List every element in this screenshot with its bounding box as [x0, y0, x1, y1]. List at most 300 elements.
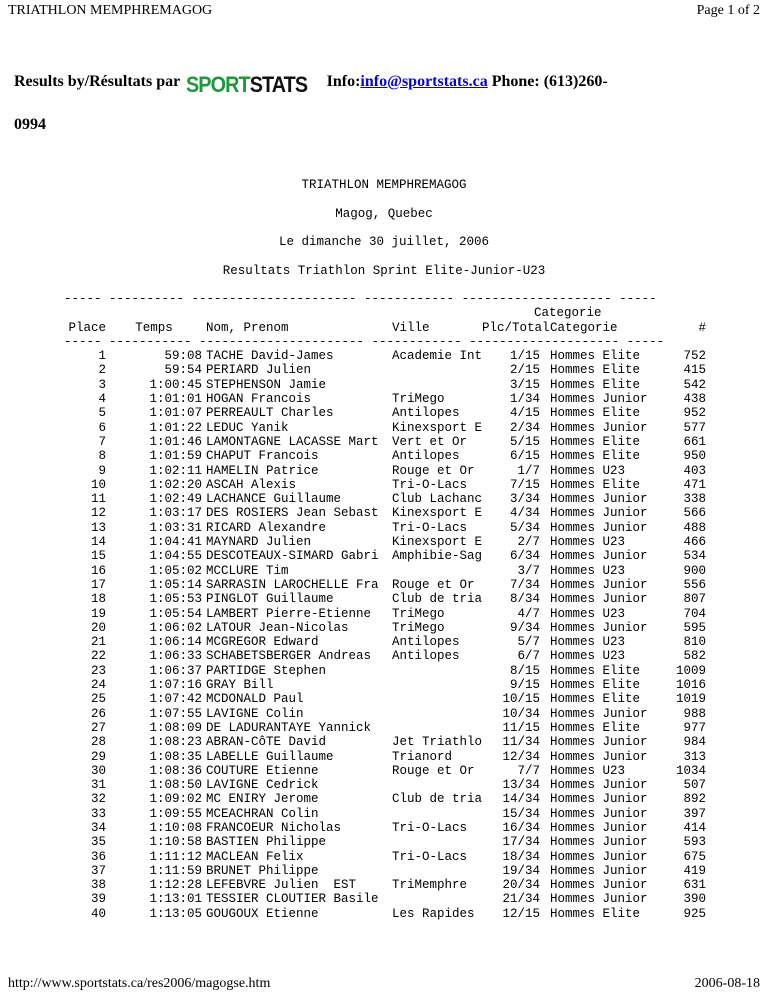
cell-city: Trianord	[392, 749, 453, 764]
cell-city: TriMego	[392, 392, 445, 407]
header-city: Ville	[392, 320, 430, 335]
cell-num: 313	[683, 749, 706, 764]
cell-place: 21	[90, 635, 106, 650]
cell-name: LACHANCE Guillaume	[206, 492, 342, 507]
cell-time: 1:01:07	[149, 406, 202, 421]
table-row	[64, 478, 706, 492]
cell-place: 35	[90, 835, 106, 850]
cell-time: 1:10:08	[149, 820, 202, 835]
cell-name: COUTURE Etienne	[206, 763, 319, 778]
cell-city: Kinexsport E	[392, 420, 482, 435]
cell-plc: 9/15	[509, 678, 540, 693]
cell-name: MCDONALD Paul	[206, 692, 304, 707]
cell-place: 22	[90, 649, 106, 664]
cell-place: 10	[90, 477, 106, 492]
cell-num: 542	[683, 377, 706, 392]
cell-city: Tri-O-Lacs	[392, 520, 468, 535]
table-row	[64, 835, 706, 849]
cell-city: Antilopes	[392, 649, 460, 664]
cell-place: 12	[90, 506, 106, 521]
cell-place: 25	[90, 692, 106, 707]
results-table	[64, 292, 706, 921]
cell-plc: 6/15	[509, 449, 540, 464]
cell-cat: Hommes Junior	[550, 492, 648, 507]
cell-place: 26	[90, 706, 106, 721]
cell-plc: 12/15	[502, 906, 540, 921]
cell-time: 1:04:55	[149, 549, 202, 564]
header-cat: Categorie	[550, 320, 618, 335]
cell-num: 631	[683, 878, 706, 893]
cell-cat: Hommes U23	[550, 463, 626, 478]
cell-time: 1:11:12	[149, 849, 202, 864]
cell-cat: Hommes Junior	[550, 778, 648, 793]
cell-city: Academie Int	[392, 349, 482, 364]
cell-city	[392, 721, 482, 735]
cell-name: MCGREGOR Edward	[206, 635, 319, 650]
cell-plc: 4/7	[517, 606, 540, 621]
cell-cat: Hommes Elite	[550, 363, 641, 378]
table-row	[64, 778, 706, 792]
cell-city: Rouge et Or	[392, 463, 475, 478]
cell-name: LAVIGNE Colin	[206, 706, 304, 721]
cell-num: 419	[683, 863, 706, 878]
cell-cat: Hommes Elite	[550, 906, 641, 921]
cell-num: 582	[683, 649, 706, 664]
cell-place: 38	[90, 878, 106, 893]
cell-name: SARRASIN LAROCHELLE Fra	[206, 577, 379, 592]
cell-num: 892	[683, 792, 706, 807]
cell-time: 1:13:05	[149, 906, 202, 921]
cell-plc: 7/15	[509, 477, 540, 492]
cell-plc: 8/34	[509, 592, 540, 607]
cell-place: 32	[90, 792, 106, 807]
cell-cat: Hommes U23	[550, 535, 626, 550]
cell-cat: Hommes U23	[550, 563, 626, 578]
table-row	[64, 621, 706, 635]
table-row	[64, 449, 706, 463]
cell-name: STEPHENSON Jamie	[206, 377, 327, 392]
cell-place: 39	[90, 892, 106, 907]
cell-time: 1:08:50	[149, 778, 202, 793]
cell-time: 1:10:58	[149, 835, 202, 850]
table-row	[64, 506, 706, 520]
cell-city	[392, 807, 482, 821]
cell-time: 1:05:14	[149, 577, 202, 592]
cell-city: Amphibie-Sag	[392, 549, 482, 564]
cell-plc: 2/7	[517, 535, 540, 550]
cell-plc: 3/34	[509, 492, 540, 507]
cell-cat: Hommes Junior	[550, 849, 648, 864]
cell-plc: 7/34	[509, 577, 540, 592]
cell-name: HOGAN Francois	[206, 392, 312, 407]
cell-name: LEFEBVRE Julien EST	[206, 878, 357, 893]
cell-time: 1:09:55	[149, 806, 202, 821]
cell-plc: 6/34	[509, 549, 540, 564]
cell-city: Kinexsport E	[392, 535, 482, 550]
cell-num: 556	[683, 577, 706, 592]
event-location: Magog, Quebec	[335, 207, 433, 221]
cell-num: 661	[683, 434, 706, 449]
cell-plc: 2/34	[509, 420, 540, 435]
phone-continuation: 0994	[14, 116, 46, 133]
cell-cat: Hommes Junior	[550, 820, 648, 835]
table-row	[64, 892, 706, 906]
cell-time: 1:06:02	[149, 620, 202, 635]
cell-plc: 4/34	[509, 506, 540, 521]
cell-city: Club Lachanc	[392, 492, 482, 507]
cell-num: 414	[683, 820, 706, 835]
table-row	[64, 764, 706, 778]
cell-cat: Hommes Elite	[550, 477, 641, 492]
cell-city	[392, 678, 482, 692]
cell-plc: 10/15	[502, 692, 540, 707]
cell-name: TESSIER CLOUTIER Basile	[206, 892, 379, 907]
cell-num: 925	[683, 906, 706, 921]
header-time: Temps	[135, 320, 173, 335]
cell-city: Antilopes	[392, 406, 460, 421]
cell-cat: Hommes Junior	[550, 620, 648, 635]
cell-name: GRAY Bill	[206, 678, 274, 693]
cell-name: LABELLE Guillaume	[206, 749, 334, 764]
cell-num: 952	[683, 406, 706, 421]
cell-num: 675	[683, 849, 706, 864]
cell-name: MACLEAN Felix	[206, 849, 304, 864]
cell-plc: 7/7	[517, 763, 540, 778]
cell-name: CHAPUT Francois	[206, 449, 319, 464]
cell-plc: 10/34	[502, 706, 540, 721]
print-header-page: Page 1 of 2	[696, 3, 760, 18]
cell-plc: 21/34	[502, 892, 540, 907]
cell-place: 16	[90, 563, 106, 578]
cell-name: ASCAH Alexis	[206, 477, 297, 492]
cell-city: TriMego	[392, 620, 445, 635]
cell-place: 13	[90, 520, 106, 535]
cell-num: 397	[683, 806, 706, 821]
cell-place: 9	[98, 463, 106, 478]
cell-plc: 1/15	[509, 349, 540, 364]
cell-time: 1:05:53	[149, 592, 202, 607]
cell-plc: 2/15	[509, 363, 540, 378]
cell-plc: 1/7	[517, 463, 540, 478]
cell-name: LAVIGNE Cedrick	[206, 778, 319, 793]
header-place: Place	[68, 320, 106, 335]
table-body	[64, 349, 706, 921]
cell-plc: 11/34	[502, 735, 540, 750]
cell-name: SCHABETSBERGER Andreas	[206, 649, 372, 664]
cell-plc: 14/34	[502, 792, 540, 807]
cell-place: 23	[90, 663, 106, 678]
table-row	[64, 821, 706, 835]
table-row	[64, 435, 706, 449]
table-row	[64, 607, 706, 621]
cell-num: 1019	[675, 692, 706, 707]
cell-time: 1:02:49	[149, 492, 202, 507]
cell-num: 593	[683, 835, 706, 850]
table-row	[64, 421, 706, 435]
cell-place: 14	[90, 535, 106, 550]
table-row	[64, 807, 706, 821]
table-row	[64, 635, 706, 649]
cell-num: 595	[683, 620, 706, 635]
cell-cat: Hommes Junior	[550, 549, 648, 564]
cell-plc: 5/34	[509, 520, 540, 535]
cell-cat: Hommes Elite	[550, 663, 641, 678]
cell-plc: 12/34	[502, 749, 540, 764]
cell-num: 338	[683, 492, 706, 507]
cell-time: 1:03:17	[149, 506, 202, 521]
table-row	[64, 721, 706, 735]
cell-plc: 8/15	[509, 663, 540, 678]
cell-city: Antilopes	[392, 635, 460, 650]
cell-place: 7	[98, 434, 106, 449]
cell-time: 1:01:46	[149, 434, 202, 449]
cell-num: 950	[683, 449, 706, 464]
cell-city: Rouge et Or	[392, 763, 475, 778]
cell-plc: 9/34	[509, 620, 540, 635]
cell-name: PERIARD Julien	[206, 363, 312, 378]
cell-place: 4	[98, 392, 106, 407]
cell-city	[392, 864, 482, 878]
cell-time: 1:06:37	[149, 663, 202, 678]
cell-time: 1:13:01	[149, 892, 202, 907]
cell-time: 1:07:55	[149, 706, 202, 721]
cell-city: Antilopes	[392, 449, 460, 464]
cell-time: 1:05:54	[149, 606, 202, 621]
cell-city	[392, 564, 482, 578]
cell-city: Club de tria	[392, 792, 482, 807]
cell-cat: Hommes Elite	[550, 678, 641, 693]
cell-place: 24	[90, 678, 106, 693]
cell-time: 1:07:42	[149, 692, 202, 707]
cell-plc: 20/34	[502, 878, 540, 893]
cell-cat: Hommes Elite	[550, 720, 641, 735]
table-row	[64, 649, 706, 663]
table-row	[64, 406, 706, 420]
cell-name: DESCOTEAUX-SIMARD Gabri	[206, 549, 379, 564]
table-row	[64, 864, 706, 878]
cell-time: 1:07:16	[149, 678, 202, 693]
table-row	[64, 707, 706, 721]
cell-cat: Hommes U23	[550, 649, 626, 664]
cell-plc: 3/7	[517, 563, 540, 578]
cell-place: 2	[98, 363, 106, 378]
cell-time: 1:00:45	[149, 377, 202, 392]
cell-cat: Hommes U23	[550, 763, 626, 778]
cell-name: LEDUC Yanik	[206, 420, 289, 435]
cell-num: 507	[683, 778, 706, 793]
cell-time: 1:04:41	[149, 535, 202, 550]
cell-city	[392, 692, 482, 706]
phone-label: Phone: (613)260-	[491, 73, 608, 90]
cell-place: 19	[90, 606, 106, 621]
cell-name: PERREAULT Charles	[206, 406, 334, 421]
cell-city	[392, 664, 482, 678]
cell-cat: Hommes Elite	[550, 406, 641, 421]
cell-place: 6	[98, 420, 106, 435]
cell-place: 31	[90, 778, 106, 793]
cell-time: 1:08:36	[149, 763, 202, 778]
cell-name: HAMELIN Patrice	[206, 463, 319, 478]
cell-cat: Hommes Elite	[550, 692, 641, 707]
table-row	[64, 878, 706, 892]
cell-cat: Hommes Elite	[550, 449, 641, 464]
cell-num: 807	[683, 592, 706, 607]
header-name: Nom, Prenom	[206, 320, 289, 335]
cell-cat: Hommes Junior	[550, 735, 648, 750]
results-label: Results by/Résultats par	[14, 73, 180, 90]
cell-place: 15	[90, 549, 106, 564]
cell-cat: Hommes U23	[550, 606, 626, 621]
cell-time: 1:02:11	[149, 463, 202, 478]
cell-city	[392, 892, 482, 906]
cell-plc: 3/15	[509, 377, 540, 392]
cell-cat: Hommes Junior	[550, 806, 648, 821]
cell-place: 11	[90, 492, 106, 507]
cell-time: 1:06:14	[149, 635, 202, 650]
cell-num: 1034	[675, 763, 706, 778]
cell-place: 34	[90, 820, 106, 835]
sportstats-logo: SPORTSTATS	[185, 72, 308, 97]
header-plc: Plc/Total	[482, 320, 550, 335]
info-email-link[interactable]: info@sportstats.ca	[360, 73, 488, 90]
cell-plc: 5/7	[517, 635, 540, 650]
cell-num: 403	[683, 463, 706, 478]
cell-time: 1:01:22	[149, 420, 202, 435]
cell-city	[392, 707, 482, 721]
cell-place: 37	[90, 863, 106, 878]
cell-num: 988	[683, 706, 706, 721]
cell-plc: 17/34	[502, 835, 540, 850]
cell-num: 1009	[675, 663, 706, 678]
table-row	[64, 750, 706, 764]
table-row	[64, 792, 706, 806]
cell-time: 1:08:09	[149, 720, 202, 735]
cell-city	[392, 378, 482, 392]
cell-place: 27	[90, 720, 106, 735]
cell-num: 1016	[675, 678, 706, 693]
cell-city: Club de tria	[392, 592, 482, 607]
table-row	[64, 392, 706, 406]
cell-cat: Hommes Elite	[550, 349, 641, 364]
table-row	[64, 492, 706, 506]
cell-time: 1:08:35	[149, 749, 202, 764]
cell-name: ABRAN-CôTE David	[206, 735, 327, 750]
cell-cat: Hommes Junior	[550, 506, 648, 521]
cell-num: 534	[683, 549, 706, 564]
cell-cat: Hommes Elite	[550, 434, 641, 449]
cell-place: 40	[90, 906, 106, 921]
cell-cat: Hommes Junior	[550, 863, 648, 878]
cell-plc: 1/34	[509, 392, 540, 407]
table-row	[64, 378, 706, 392]
cell-name: PINGLOT Guillaume	[206, 592, 334, 607]
table-row	[64, 678, 706, 692]
cell-city: Vert et Or	[392, 434, 468, 449]
cell-cat: Hommes Junior	[550, 592, 648, 607]
cell-num: 752	[683, 349, 706, 364]
cell-place: 17	[90, 577, 106, 592]
event-date: Le dimanche 30 juillet, 2006	[278, 235, 490, 249]
table-row	[64, 578, 706, 592]
cell-place: 8	[98, 449, 106, 464]
print-header-title: TRIATHLON MEMPHREMAGOG	[8, 3, 213, 18]
cell-time: 1:05:02	[149, 563, 202, 578]
table-row	[64, 735, 706, 749]
cell-name: MAYNARD Julien	[206, 535, 312, 550]
cell-time: 1:06:33	[149, 649, 202, 664]
cell-place: 18	[90, 592, 106, 607]
cell-plc: 19/34	[502, 863, 540, 878]
cell-cat: Hommes Junior	[550, 706, 648, 721]
cell-name: BASTIEN Philippe	[206, 835, 327, 850]
cell-num: 390	[683, 892, 706, 907]
cell-place: 33	[90, 806, 106, 821]
cell-name: LAMONTAGNE LACASSE Mart	[206, 434, 379, 449]
table-row	[64, 349, 706, 363]
cell-city	[392, 363, 482, 377]
cell-name: PARTIDGE Stephen	[206, 663, 327, 678]
cell-place: 20	[90, 620, 106, 635]
cell-city: Tri-O-Lacs	[392, 820, 468, 835]
cell-city: Rouge et Or	[392, 577, 475, 592]
cell-place: 36	[90, 849, 106, 864]
cell-num: 704	[683, 606, 706, 621]
table-rule-top: ----- ---------- ---------------------- ------------ -------------------- -----	[64, 292, 657, 306]
cell-time: 1:12:28	[149, 878, 202, 893]
cell-plc: 16/34	[502, 820, 540, 835]
header-categorie-top: Categorie	[534, 306, 602, 321]
cell-place: 29	[90, 749, 106, 764]
table-header-cat	[64, 306, 706, 320]
event-race: Resultats Triathlon Sprint Elite-Junior-U23	[222, 264, 546, 278]
cell-name: MCEACHRAN Colin	[206, 806, 319, 821]
cell-plc: 13/34	[502, 778, 540, 793]
table-row	[64, 363, 706, 377]
table-row	[64, 592, 706, 606]
cell-name: LATOUR Jean-Nicolas	[206, 620, 349, 635]
results-banner	[14, 72, 608, 98]
cell-name: DE LADURANTAYE Yannick	[206, 720, 372, 735]
cell-cat: Hommes Junior	[550, 878, 648, 893]
cell-time: 59:54	[164, 363, 202, 378]
cell-plc: 18/34	[502, 849, 540, 864]
cell-time: 1:08:23	[149, 735, 202, 750]
print-footer-date: 2006-08-18	[694, 976, 760, 991]
table-row	[64, 535, 706, 549]
cell-place: 3	[98, 377, 106, 392]
table-row	[64, 549, 706, 563]
cell-city	[392, 778, 482, 792]
cell-name: MCCLURE Tim	[206, 563, 289, 578]
cell-time: 1:02:20	[149, 477, 202, 492]
cell-name: BRUNET Philippe	[206, 863, 319, 878]
cell-num: 438	[683, 392, 706, 407]
cell-num: 984	[683, 735, 706, 750]
cell-plc: 4/15	[509, 406, 540, 421]
cell-name: TACHE David-James	[206, 349, 334, 364]
cell-cat: Hommes Junior	[550, 892, 648, 907]
cell-cat: Hommes Junior	[550, 792, 648, 807]
cell-city: Jet Triathlo	[392, 735, 482, 750]
cell-name: RICARD Alexandre	[206, 520, 327, 535]
print-footer-url: http://www.sportstats.ca/res2006/magogse.htm	[8, 976, 271, 991]
cell-num: 471	[683, 477, 706, 492]
header-num: #	[698, 320, 706, 335]
cell-num: 466	[683, 535, 706, 550]
cell-time: 1:01:01	[149, 392, 202, 407]
table-row	[64, 907, 706, 921]
cell-cat: Hommes Junior	[550, 420, 648, 435]
